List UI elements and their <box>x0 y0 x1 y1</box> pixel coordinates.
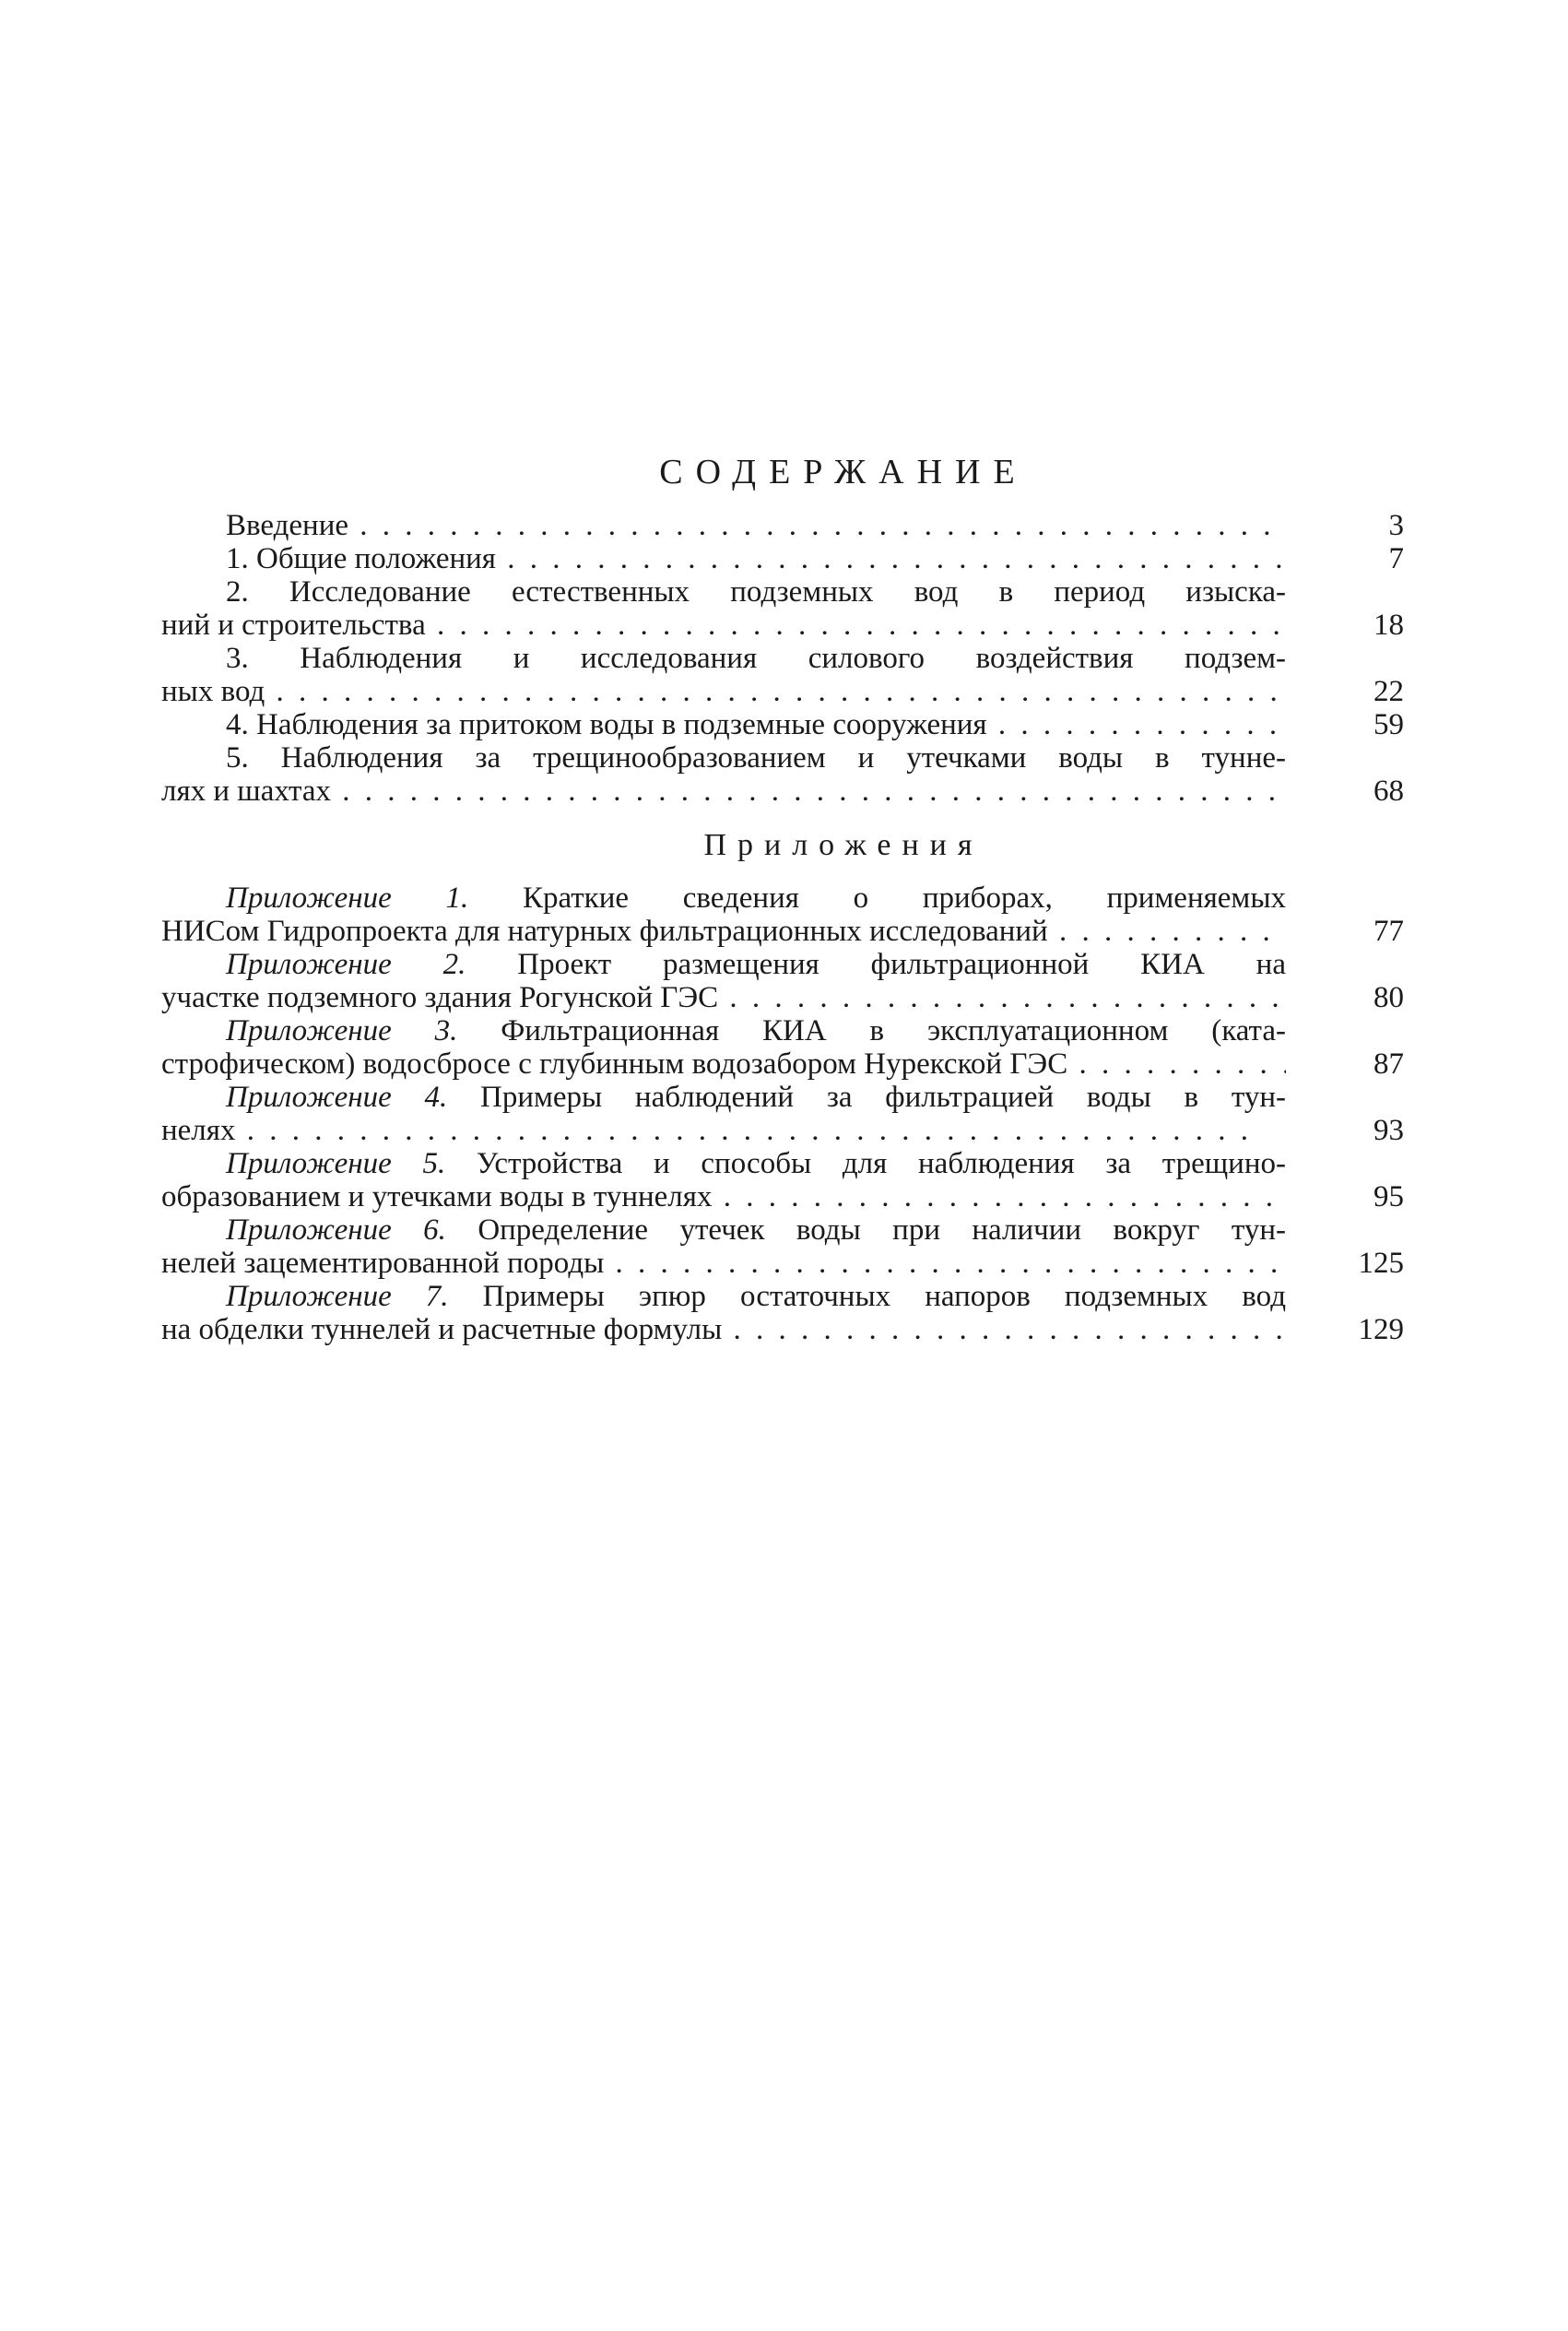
entry-line <box>161 1047 1286 1081</box>
entry-text: участке подземного здания Рогунской ГЭС . . <box>161 981 1286 1014</box>
appendix-label: Приложение 3. <box>226 1014 501 1047</box>
entry-title <box>161 575 1286 642</box>
appendix-entry <box>161 1213 1415 1280</box>
entry-line <box>161 1313 1286 1346</box>
toc-entry <box>161 708 1415 741</box>
toc-entry <box>161 509 1415 542</box>
appendix-entry <box>161 1147 1415 1213</box>
entry-text: строфическом) водосбросе с глубинным водозабором Нурекской ГЭС . . <box>161 1047 1286 1081</box>
entry-text: 3. Наблюдения и исследования силового воздействия подзем- <box>226 642 1286 675</box>
toc-entry <box>161 741 1415 808</box>
appendix-label: Приложение 1. <box>226 882 523 915</box>
entry-title <box>161 1213 1286 1280</box>
entry-text: НИСом Гидропроекта для натурных фильтрационных исследований . . <box>161 915 1286 948</box>
entry-line <box>161 542 1286 575</box>
entry-text: образованием и утечками воды в туннелях . . <box>161 1180 1286 1213</box>
entry-line <box>161 609 1286 642</box>
toc-title: СОДЕРЖАНИЕ <box>659 453 1028 491</box>
appendix-entry <box>161 1014 1415 1081</box>
entry-line <box>161 882 1286 915</box>
appendix-entry <box>161 1280 1415 1346</box>
entry-line <box>161 1280 1286 1313</box>
entry-text: Примеры наблюдений за фильтрацией воды в тун- <box>479 1081 1286 1114</box>
appendix-label: Приложение 4. <box>226 1081 480 1114</box>
page-number: 3 <box>1388 509 1404 542</box>
appendix-entry <box>161 882 1415 948</box>
page-number: 87 <box>1373 1047 1404 1081</box>
toc-entry <box>161 542 1415 575</box>
page-number: 93 <box>1373 1114 1404 1147</box>
page-number: 129 <box>1358 1313 1404 1346</box>
page-number: 22 <box>1373 675 1404 708</box>
appendix-entry <box>161 948 1415 1014</box>
appendix-label: Приложение 7. <box>226 1280 483 1313</box>
entry-text: нелях . . <box>161 1114 1252 1147</box>
appendix-label: Приложение 2. <box>226 948 518 981</box>
appendix-label: Приложение 5. <box>226 1147 477 1180</box>
entry-line <box>161 948 1286 981</box>
page-number: 125 <box>1358 1247 1404 1280</box>
entry-text: ных вод . . <box>161 675 1281 708</box>
entry-line <box>161 1014 1286 1047</box>
page-number: 77 <box>1373 915 1404 948</box>
entry-line <box>161 708 1286 741</box>
entry-line <box>161 1081 1286 1114</box>
entry-text: лях и шахтах . . <box>161 775 1286 808</box>
entry-line <box>161 1180 1286 1213</box>
entry-text: нелей зацементированной породы . . <box>161 1247 1286 1280</box>
page-number: 68 <box>1373 775 1404 808</box>
entry-text: Определение утечек воды при наличии вокруг тун- <box>477 1213 1286 1247</box>
entry-text: Фильтрационная КИА в эксплуатационном (ката- <box>501 1014 1286 1047</box>
toc-entry <box>161 642 1415 708</box>
entry-title <box>161 882 1286 948</box>
entry-line <box>161 675 1286 708</box>
entry-title <box>161 741 1286 808</box>
appendix-entries <box>161 882 1415 1346</box>
page-number: 95 <box>1373 1180 1404 1213</box>
entry-title <box>161 509 1286 542</box>
entry-line <box>161 509 1286 542</box>
appendix-entry <box>161 1081 1415 1147</box>
entry-text: 2. Исследование естественных подземных вод в период изыска- <box>226 575 1286 609</box>
entry-line <box>161 1213 1286 1247</box>
entry-line <box>161 575 1286 609</box>
entry-line <box>161 642 1286 675</box>
entry-text: Проект размещения фильтрационной КИА на <box>517 948 1286 981</box>
entry-title <box>161 948 1286 1014</box>
entry-text: Краткие сведения о приборах, применяемых <box>522 882 1286 915</box>
entry-line <box>161 915 1286 948</box>
entry-text: Введение . . <box>226 509 1286 542</box>
page-number: 7 <box>1388 542 1404 575</box>
entry-line <box>161 981 1286 1014</box>
entry-text: Устройства и способы для наблюдения за трещино- <box>476 1147 1286 1180</box>
entry-title <box>161 1280 1286 1346</box>
entry-title <box>161 708 1286 741</box>
entry-title <box>161 542 1286 575</box>
entry-line <box>161 775 1286 808</box>
entry-title <box>161 642 1286 708</box>
entry-title <box>161 1081 1286 1147</box>
page-number: 80 <box>1373 981 1404 1014</box>
entry-text: ний и строительства . . <box>161 609 1286 642</box>
entry-title <box>161 1014 1286 1081</box>
entry-text: 5. Наблюдения за трещинообразованием и утечками воды в тунне- <box>226 741 1286 775</box>
entry-text: Примеры эпюр остаточных напоров подземных вод <box>482 1280 1286 1313</box>
appendix-label: Приложение 6. <box>226 1213 478 1247</box>
entry-line <box>161 1147 1286 1180</box>
page-number: 18 <box>1373 609 1404 642</box>
entry-title <box>161 1147 1286 1213</box>
page-number: 59 <box>1373 708 1404 741</box>
entry-text: 4. Наблюдения за притоком воды в подземные сооружения . . <box>226 708 1286 741</box>
appendix-title: Приложения <box>703 828 984 862</box>
table-of-contents <box>161 452 1415 1346</box>
entry-line <box>161 1247 1286 1280</box>
toc-entry <box>161 575 1415 642</box>
entry-text: на обделки туннелей и расчетные формулы . . <box>161 1313 1286 1346</box>
toc-entries <box>161 509 1415 808</box>
entry-text: 1. Общие положения . . <box>226 542 1286 575</box>
entry-line <box>161 741 1286 775</box>
entry-line <box>161 1114 1286 1147</box>
